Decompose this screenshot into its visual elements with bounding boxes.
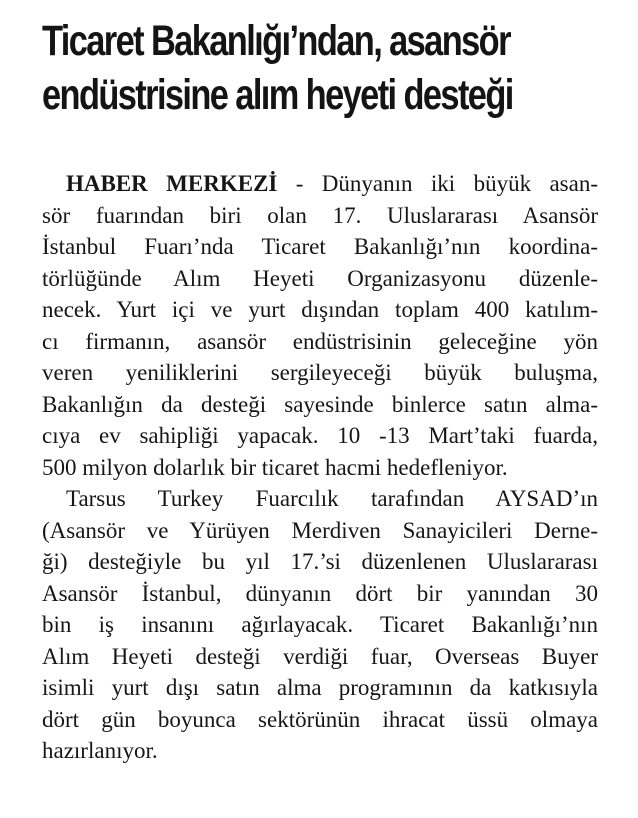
article-line: hazırlanıyor. — [42, 738, 158, 763]
article-line: (Asansör ve Yürüyen Merdiven Sanayicileri Derne- — [42, 517, 598, 543]
headline-line-1: Ticaret Bakanlığı’ndan, asansör — [42, 17, 510, 65]
article-line: Tarsus Turkey Fuarcılık tarafından AYSAD’ın — [66, 486, 598, 511]
article-body — [42, 168, 598, 767]
article-line: törlüğünde Alım Heyeti Organizasyonu düzenle- — [42, 265, 598, 291]
headline — [42, 14, 602, 122]
article-line: bin iş insanını ağırlayacak. Ticaret Bakanlığı’nın — [42, 612, 598, 637]
article-paragraph-1 — [42, 168, 598, 483]
byline: HABER MERKEZİ — [66, 171, 278, 196]
article-line: ği) desteğiyle bu yıl 17.’si düzenlenen Uluslararası — [42, 549, 598, 574]
article-line-text: - Dünyanın iki büyük asan- — [277, 171, 598, 196]
article-line: dört gün boyunca sektörünün ihracat üssü olmaya — [42, 706, 598, 732]
article-paragraph-2 — [42, 483, 598, 767]
article-line: cı firmanın, asansör endüstrisinin geleceğine yön — [42, 328, 598, 354]
article-line: veren yeniliklerini sergileyeceği büyük buluşma, — [42, 360, 598, 385]
article-line: Asansör İstanbul, dünyanın dört bir yanından 30 — [42, 580, 598, 606]
article-line: Bakanlığın da desteği sayesinde binlerce satın alma- — [42, 391, 598, 417]
article-line: Alım Heyeti desteği verdiği fuar, Overseas Buyer — [42, 643, 598, 669]
article-line: İstanbul Fuarı’nda Ticaret Bakanlığı’nın koordina- — [42, 234, 598, 259]
article-line: isimli yurt dışı satın alma programının da katkısıyla — [42, 675, 598, 700]
article-line: 500 milyon dolarlık bir ticaret hacmi hedefleniyor. — [42, 454, 508, 480]
article-line — [42, 168, 598, 200]
article-line: cıya ev sahipliği yapacak. 10 -13 Mart’taki fuarda, — [42, 423, 598, 448]
article-line: sör fuarından biri olan 17. Uluslararası Asansör — [42, 202, 598, 228]
headline-line-2: endüstrisine alım heyeti desteği — [42, 71, 513, 119]
article-line: necek. Yurt içi ve yurt dışından toplam 400 katılım- — [42, 297, 598, 322]
